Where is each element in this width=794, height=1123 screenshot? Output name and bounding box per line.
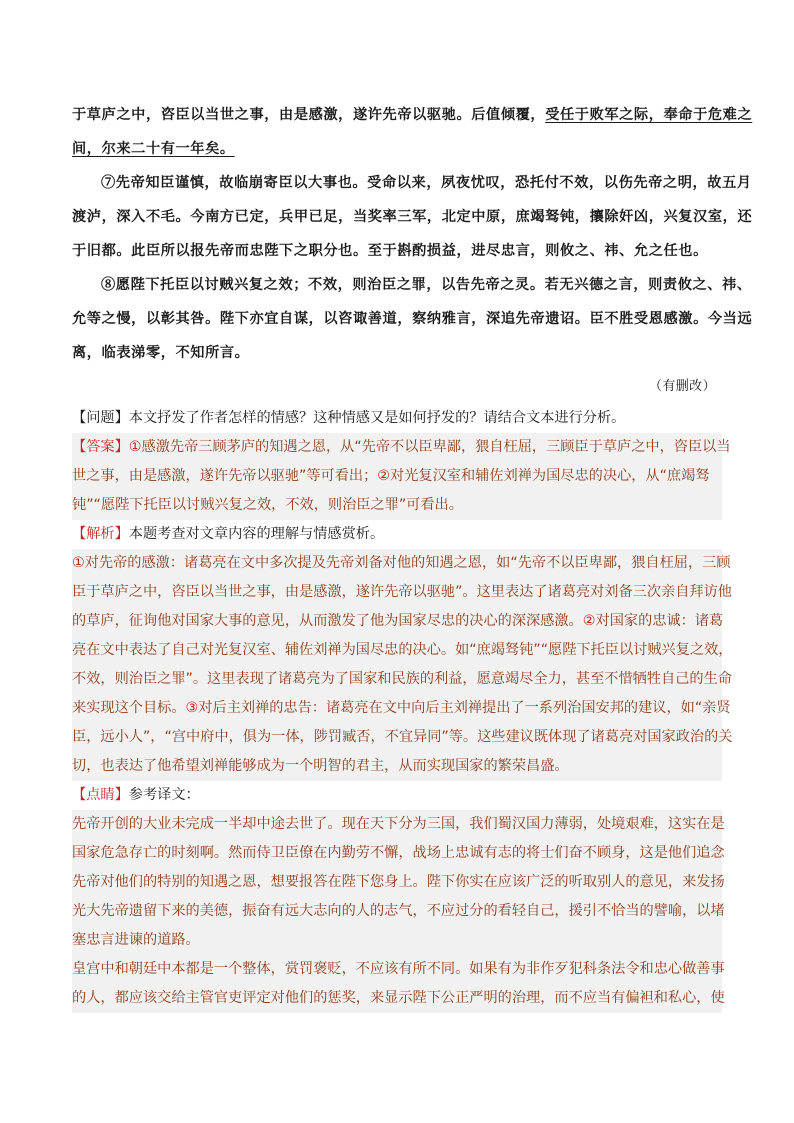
underlined-sentence: 受任于败军之际，奉命于危难之 <box>545 107 753 123</box>
translation-line: 皇宫中和朝廷中本都是一个整体，赏罚褒贬，不应该有所不同。如果有为非作歹犯科条法令和忠心做善事 <box>72 961 725 977</box>
text-line: ⑦先帝知臣谨慎，故临崩寄臣以大事也。受命以来，夙夜忧叹，恐托付不效，以伤先帝之明，故五月 <box>101 175 752 191</box>
text-line: 于旧都。此臣所以报先帝而忠陛下之职分也。至于斟酌损益，进尽忠言，则攸之、祎、允之任也。 <box>72 243 708 259</box>
text-line: 渡泸，深入不毛。今南方已定，兵甲已足，当奖率三军，北定中原，庶竭驽钝，攘除奸凶，兴复汉室，还 <box>72 209 753 225</box>
analysis-line: 不效，则治臣之罪”。这里表现了诸葛亮为了国家和民族的利益，愿意竭尽全力，甚至不惜牺牲自己的生命 <box>72 671 732 687</box>
translation-line: 国家危急存亡的时刻啊。然而侍卫臣僚在内勤劳不懈，战场上忠诚有志的将士们奋不顾身，这是他们追念 <box>72 845 725 861</box>
translation-line: 先帝对他们的特别的知遇之恩，想要报答在陛下您身上。陛下你实在应该广泛的听取别人的意见，来发扬 <box>72 874 725 890</box>
tips-header: 【点睛】参考译文： <box>72 787 200 803</box>
translation-block <box>72 810 725 1013</box>
analysis-line: ①对先帝的感激：诸葛亮在文中多次提及先帝刘备对他的知遇之恩，如“先帝不以臣卑鄙，猥自枉屈，三顾 <box>72 555 731 571</box>
text-line: 允等之慢，以彰其咎。陛下亦宜自谋，以咨诹善道，察纳雅言，深追先帝遗诏。臣不胜受恩感激。今当远 <box>72 311 753 327</box>
question-tag: 【问题】 <box>72 410 129 426</box>
source-note: （有删改） <box>648 379 716 394</box>
analysis-line: 臣，远小人”，“宫中府中，俱为一体，陟罚臧否，不宜异同”等。这些建议既体现了诸葛亮对国家政治的关 <box>72 729 733 745</box>
analysis-line: 臣于草庐之中，咨臣以当世之事，由是感激，遂许先帝以驱驰”。这里表达了诸葛亮对刘备三次亲自拜访他 <box>72 584 732 600</box>
answer-line: 钝”“愿陛下托臣以讨贼兴复之效，不效，则治臣之罪”可看出。 <box>72 497 463 513</box>
underlined-sentence: 间，尔来二十有一年矣。 <box>72 141 235 157</box>
translation-line: 光大先帝遗留下来的美德，振奋有远大志向的人的志气，不应过分的看轻自己，援引不恰当的譬喻，以堵 <box>72 903 725 919</box>
text-line: 离，临表涕零，不知所言。 <box>72 345 250 361</box>
explanation-section <box>72 404 733 1013</box>
text-line <box>72 132 722 166</box>
document-page <box>72 98 753 1013</box>
answer-block <box>72 433 731 520</box>
analysis-line: 切，也表达了他希望刘禅能够成为一个明智的君主，从而实现国家的繁荣昌盛。 <box>72 758 569 774</box>
original-text <box>72 98 753 404</box>
answer-line: 【答案】①感激先帝三顾茅庐的知遇之恩，从“先帝不以臣卑鄙，猥自枉屈，三顾臣于草庐之中，咨臣以当 <box>72 439 731 455</box>
analysis-line: 来实现这个目标。③对后主刘禅的忠告：诸葛亮在文中向后主刘禅提出了一系列治国安邦的建议，如“亲贤 <box>72 700 731 716</box>
translation-line: 的人，都应该交给主管官吏评定对他们的惩奖，来显示陛下公正严明的治理，而不应当有偏袒和私心，使 <box>72 990 725 1006</box>
analysis-line: 的草庐，征询他对国家大事的意见，从而激发了他为国家尽忠的决心的深深感激。②对国家的忠诚：诸葛 <box>72 613 724 629</box>
analysis-header: 【解析】本题考查对文章内容的理解与情感赏析。 <box>72 526 385 542</box>
translation-line: 塞忠言进谏的道路。 <box>72 932 200 948</box>
analysis-block <box>72 549 733 781</box>
analysis-line: 亮在文中表达了自己对光复汉室、辅佐刘禅为国尽忠的决心。如“庶竭驽钝”“愿陛下托臣以讨贼兴复之效， <box>72 642 733 658</box>
answer-line: 世之事，由是感激，遂许先帝以驱驰”等可看出；②对光复汉室和辅佐刘禅为国尽忠的决心，从“庶竭驽 <box>72 468 710 484</box>
text-line: 于草庐之中，咨臣以当世之事，由是感激，遂许先帝以驱驰。后值倾覆，受任于败军之际，奉命于危难之 <box>72 107 753 123</box>
answer-tag: 【答案】 <box>72 439 129 455</box>
tips-tag: 【点睛】 <box>72 787 129 803</box>
question-text: 本文抒发了作者怎样的情感？这种情感又是如何抒发的？请结合文本进行分析。 <box>128 410 626 426</box>
question-line <box>72 404 722 433</box>
text-line: ⑧愿陛下托臣以讨贼兴复之效；不效，则治臣之罪，以告先帝之灵。若无兴德之言，则责攸之、祎、 <box>101 277 752 293</box>
translation-line: 先帝开创的大业未完成一半却中途去世了。现在天下分为三国，我们蜀汉国力薄弱，处境艰难，这实在是 <box>72 816 725 832</box>
analysis-tag: 【解析】 <box>72 526 129 542</box>
